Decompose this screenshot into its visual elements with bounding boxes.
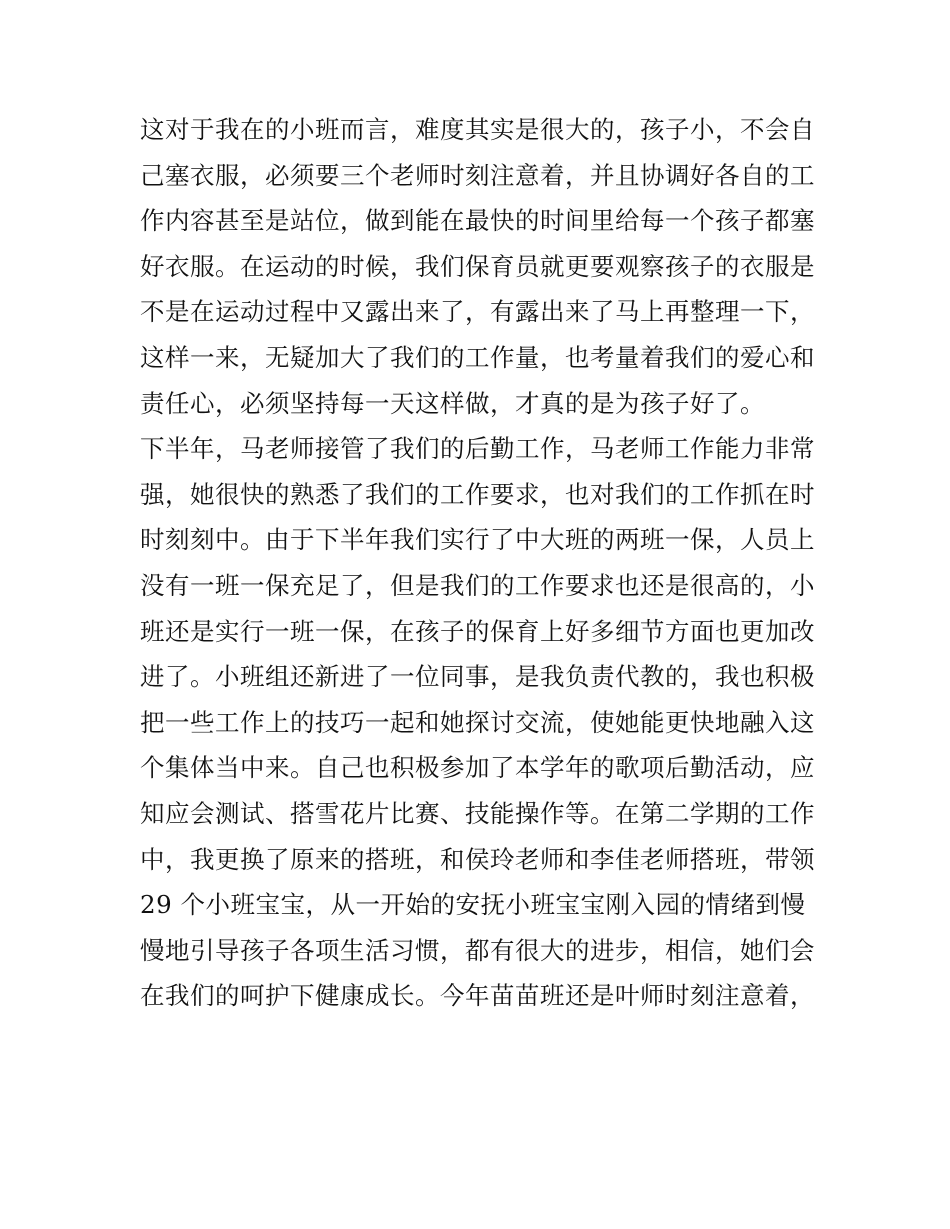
text-line: 作内容甚至是站位，做到能在最快的时间里给每一个孩子都塞 [140, 206, 815, 236]
text-line: 把一些工作上的技巧一起和她探讨交流，使她能更快地融入这 [140, 707, 815, 737]
text-line: 没有一班一保充足了，但是我们的工作要求也还是很高的，小 [140, 570, 815, 600]
text-line: 班还是实行一班一保，在孩子的保育上好多细节方面也更加改 [140, 616, 815, 646]
text-line: 进了。小班组还新进了一位同事，是我负责代教的，我也积极 [140, 662, 815, 692]
text-line: 这对于我在的小班而言，难度其实是很大的，孩子小，不会自 [140, 115, 815, 144]
text-line: 慢地引导孩子各项生活习惯，都有很大的进步，相信，她们会 [140, 935, 815, 965]
text-line: 个集体当中来。自己也积极参加了本学年的歌项后勤活动，应 [140, 753, 815, 783]
text-line: 责任心，必须坚持每一天这样做，才真的是为孩子好了。 [140, 388, 765, 418]
text-line: 己塞衣服，必须要三个老师时刻注意着，并且协调好各自的工 [140, 160, 815, 190]
text-line: 中，我更换了原来的搭班，和侯玲老师和李佳老师搭班，带领 [140, 844, 815, 874]
text-line: 在我们的呵护下健康成长。今年苗苗班还是叶师时刻注意着， [140, 981, 815, 1011]
body-text [140, 107, 820, 1019]
text-line: 这样一来，无疑加大了我们的工作量，也考量着我们的爱心和 [140, 342, 815, 372]
text-line: 知应会测试、搭雪花片比赛、技能操作等。在第二学期的工作 [140, 798, 815, 828]
text-line: 强，她很快的熟悉了我们的工作要求，也对我们的工作抓在时 [140, 479, 815, 509]
text-line: 时刻刻中。由于下半年我们实行了中大班的两班一保，人员上 [140, 525, 815, 555]
text-line: 不是在运动过程中又露出来了，有露出来了马上再整理一下， [140, 297, 815, 327]
text-line: 下半年，马老师接管了我们的后勤工作，马老师工作能力非常 [140, 434, 815, 464]
text-line: 好衣服。在运动的时候，我们保育员就更要观察孩子的衣服是 [140, 251, 815, 281]
text-line: 29 个小班宝宝，从一开始的安抚小班宝宝刚入园的情绪到慢 [140, 890, 806, 920]
